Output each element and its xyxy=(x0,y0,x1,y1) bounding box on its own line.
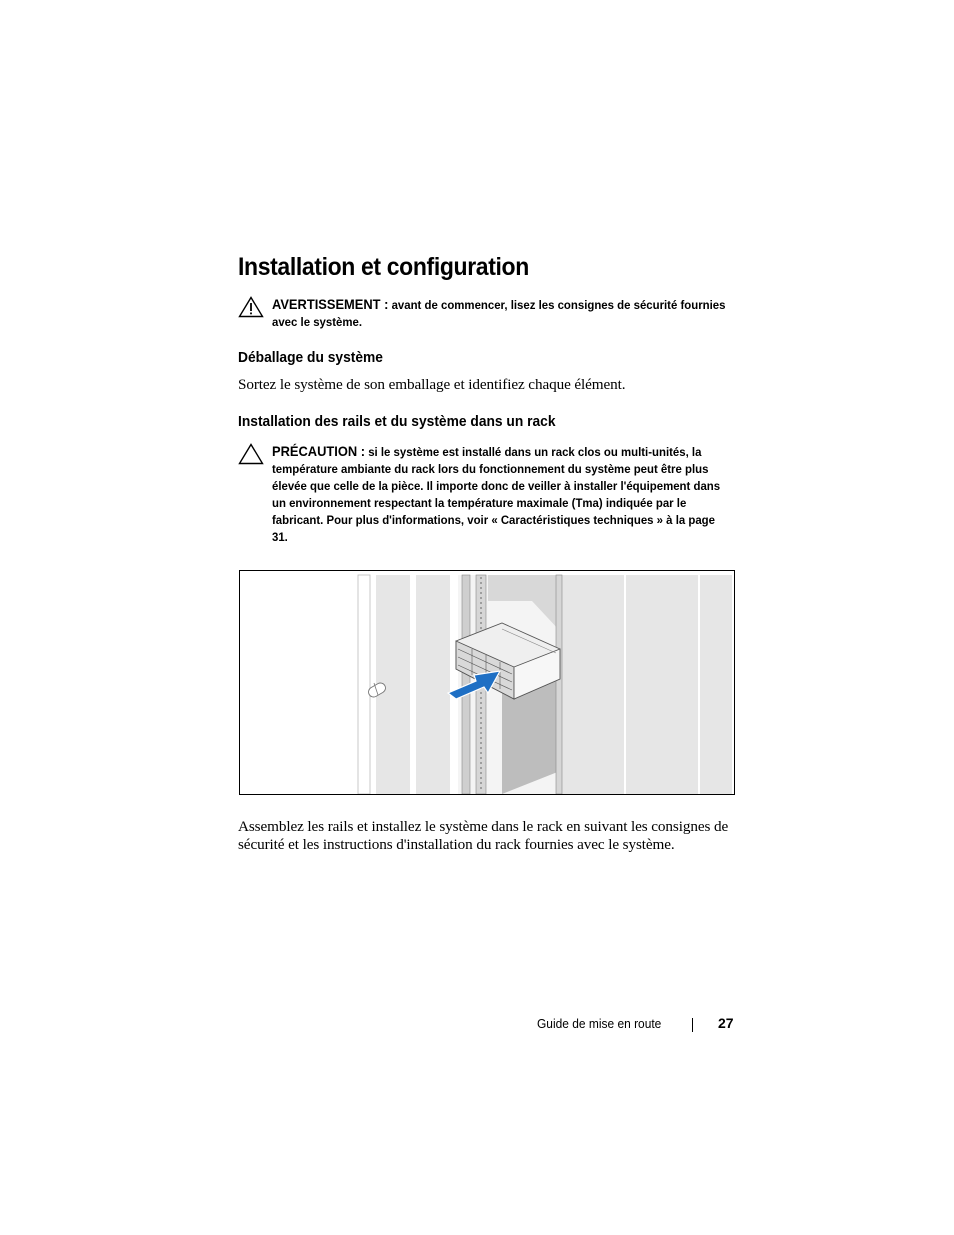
section-heading-unpacking: Déballage du système xyxy=(238,349,383,366)
rack-installation-figure xyxy=(239,570,735,795)
caution-notice xyxy=(238,443,738,546)
page-title: Installation et configuration xyxy=(238,253,529,281)
footer-guide-title: Guide de mise en route xyxy=(537,1016,662,1031)
unpacking-paragraph: Sortez le système de son emballage et identifiez chaque élément. xyxy=(238,376,626,393)
caution-text: si le système est installé dans un rack clos ou multi-unités, la température ambiante du rack lors du fonctionnement du système peut être plus élevée que celle de la pièce. Il importe donc de veiller à installer l'équipement dans un environnement respectant la température maximale (Tma) indiquée par le fabricant. Pour plus d'informations, voir « Caractéristiques techniques » à la page 31. xyxy=(272,445,721,544)
warning-triangle-icon xyxy=(238,296,264,318)
rack-installation-illustration xyxy=(240,571,734,794)
footer-separator xyxy=(692,1018,693,1032)
warning-notice xyxy=(238,296,738,331)
caution-triangle-icon xyxy=(238,443,264,465)
warning-text: avant de commencer, lisez les consignes de sécurité fournies avec le système. xyxy=(272,298,726,329)
warning-label: AVERTISSEMENT : xyxy=(272,296,389,312)
rack-paragraph: Assemblez les rails et installez le système dans le rack en suivant les consignes de sécurité et les instructions d'installation du rack fournies avec le système. xyxy=(238,818,729,853)
page-number: 27 xyxy=(718,1015,734,1031)
section-heading-rack: Installation des rails et du système dans un rack xyxy=(238,413,556,430)
caution-label: PRÉCAUTION : xyxy=(272,443,366,459)
